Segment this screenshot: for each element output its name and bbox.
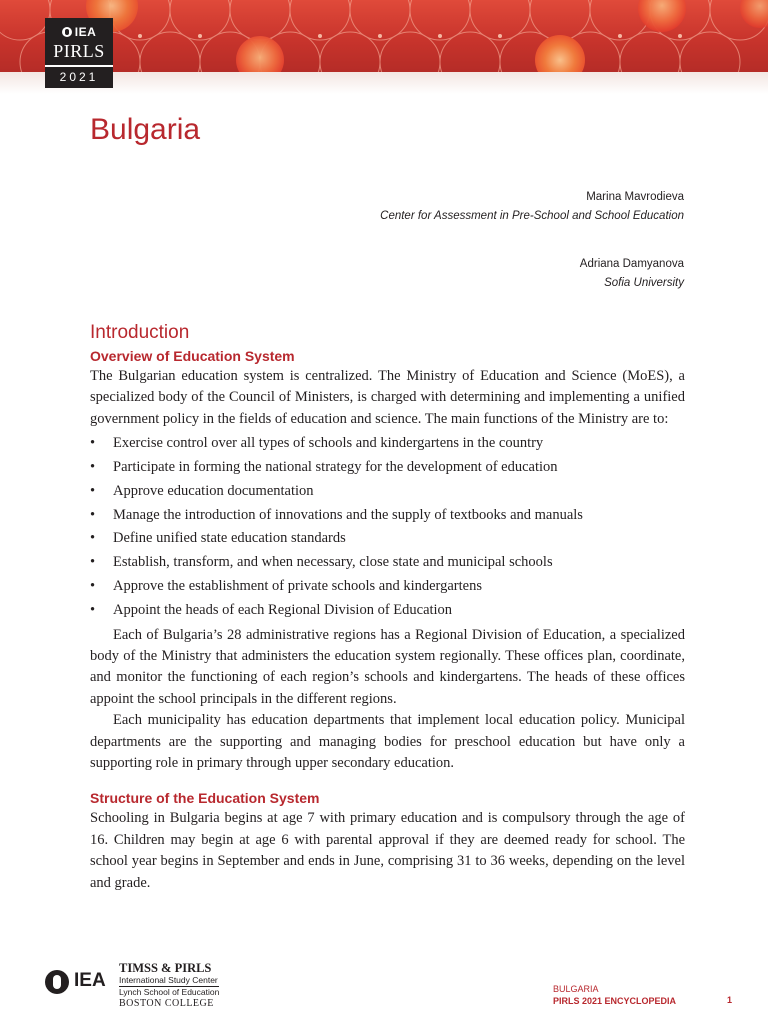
municipal-paragraph: Each municipality has education departments that implement local education policy. Municipal departments are the supporting and managing bodies for preschool education but have only a supporting role in primary through upper secondary education. [90,712,685,772]
iea-logo-icon [45,970,69,994]
list-item: • Approve the establishment of private schools and kindergartens [90,575,685,599]
section-heading-introduction: Introduction [90,322,190,343]
author-block-1 [380,188,684,226]
bullet-icon: • [90,601,96,618]
regions-paragraph: Each of Bulgaria’s 28 administrative regions has a Regional Division of Education, a specialized body of the Ministry that administers the education system regionally. These offices plan, coordinate, and monitor the functioning of each region’s schools and kindergartens. The heads of these offices appoint the school principals in the different regions. [90,626,685,707]
list-item: • Approve education documentation [90,480,685,504]
logo-study: PIRLS [53,41,105,61]
bullet-icon: • [90,530,96,547]
banner-fade [0,72,768,94]
running-country: BULGARIA [553,984,599,994]
ministry-functions-list [90,432,685,622]
footer-college: BOSTON COLLEGE [119,998,214,1009]
list-item: • Establish, transform, and when necessary, close state and municipal schools [90,551,685,575]
bullet-icon: • [90,435,96,452]
logo-year: 2021 [59,70,99,84]
author-affiliation: Sofia University [604,277,684,289]
iea-logo-icon [62,27,72,37]
page-number: 1 [727,995,733,1005]
running-title: PIRLS 2021 ENCYCLOPEDIA [553,996,677,1006]
list-item: • Define unified state education standards [90,527,685,551]
decorative-circles-pattern [0,0,768,72]
list-item: • Exercise control over all types of schools and kindergartens in the country [90,432,685,456]
main-content [90,320,685,894]
bullet-icon: • [90,578,96,594]
overview-paragraph: The Bulgarian education system is centralized. The Ministry of Education and Science (MoES), a specialized body of the Council of Ministers, is charged with determining and implementing a unified government policy in the fields of education and science. The main functions of the Ministry are to: [90,368,685,427]
timss-pirls-center-logo [45,962,235,1008]
footer-center-name: TIMSS & PIRLS [119,961,212,975]
bullet-icon: • [90,482,96,499]
logo-divider [45,65,113,67]
structure-paragraph: Schooling in Bulgaria begins at age 7 with primary education and is compulsory through the age of 16. Children may begin at age 6 with parental approval if they are deemed ready for school. The school year begins in September and ends in June, comprising 31 to 36 weeks, depending on the level and grade. [90,810,685,891]
subheading-overview: Overview of Education System [90,348,295,364]
bullet-icon: • [90,459,96,476]
list-item: • Appoint the heads of each Regional Division of Education [90,599,685,623]
author-affiliation: Center for Assessment in Pre-School and School Education [380,210,684,222]
author-name: Adriana Damyanova [579,258,684,270]
running-footer [553,983,676,1007]
list-item: • Participate in forming the national strategy for the development of education [90,456,685,480]
author-name: Marina Mavrodieva [586,191,684,203]
list-item: • Manage the introduction of innovations and the supply of textbooks and manuals [90,504,685,528]
footer-logo-org: IEA [74,970,106,991]
footer-school: Lynch School of Education [119,987,220,997]
bullet-icon: • [90,506,96,523]
author-block-2 [580,255,684,293]
subheading-structure: Structure of the Education System [90,790,320,807]
logo-org: IEA [74,25,97,39]
page-title: Bulgaria [90,113,201,146]
footer-center-subtitle: International Study Center [119,975,218,985]
pirls-2021-logo [45,18,113,88]
bullet-icon: • [90,554,96,571]
header-banner [0,0,768,72]
